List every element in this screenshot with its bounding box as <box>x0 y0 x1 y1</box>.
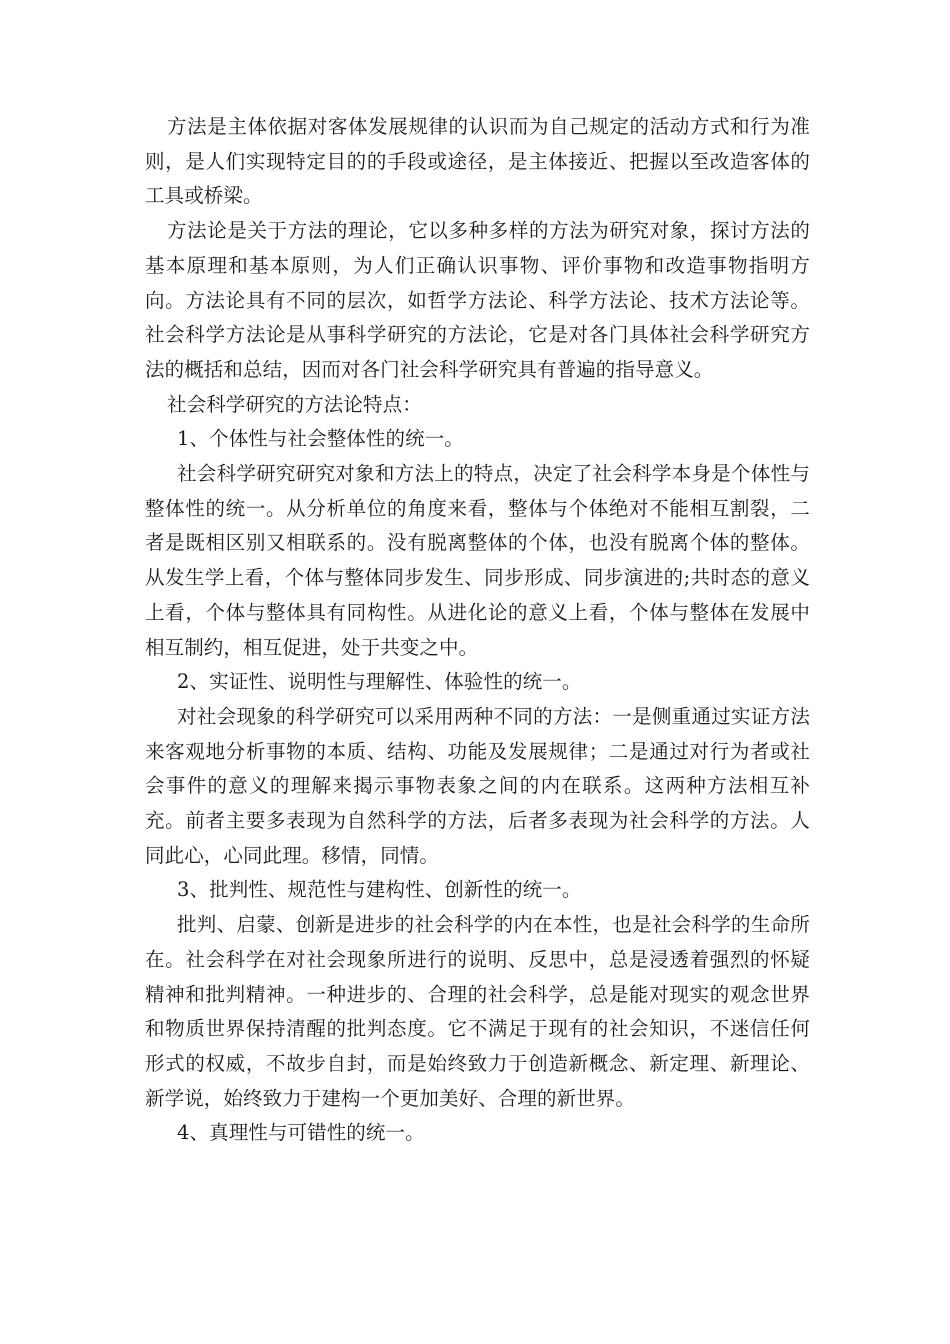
heading-feature-3: 3、批判性、规范性与建构性、创新性的统一。 <box>177 878 582 902</box>
heading-feature-2: 2、实证性、说明性与理解性、体验性的统一。 <box>177 670 582 694</box>
paragraph-feature-1: 社会科学研究研究对象和方法上的特点，决定了社会科学本身是个体性与整体性的统一。从分析单位的角度来看，整体与个体绝对不能相互割裂，二者是既相区别又相联系的。没有脱离整体的个体，也没有脱离个体的整体。从发生学上看，个体与整体同步发生、同步形成、同步演进的;共时态的意义上看，个体与整体具有同构性。从进化论的意义上看，个体与整体在发展中相互制约，相互促进，处于共变之中。 <box>145 462 810 659</box>
paragraph-feature-3: 批判、启蒙、创新是进步的社会科学的内在本性，也是社会科学的生命所在。社会科学在对社会现象所进行的说明、反思中，总是浸透着强烈的怀疑精神和批判精神。一种进步的、合理的社会科学，总是能对现实的观念世界和物质世界保持清醒的批判态度。它不满足于现有的社会知识，不迷信任何形式的权威，不故步自封，而是始终致力于创造新概念、新定理、新理论、新学说，始终致力于建构一个更加美好、合理的新世界。 <box>145 913 810 1110</box>
heading-feature-4: 4、真理性与可错性的统一。 <box>177 1121 425 1145</box>
heading-feature-1: 1、个体性与社会整体性的统一。 <box>177 427 464 451</box>
paragraph-features-heading: 社会科学研究的方法论特点： <box>167 392 422 416</box>
document-body <box>145 110 810 1151</box>
paragraph-feature-2: 对社会现象的科学研究可以采用两种不同的方法：一是侧重通过实证方法来客观地分析事物的本质、结构、功能及发展规律；二是通过对行为者或社会事件的意义的理解来揭示事物表象之间的内在联系。这两种方法相互补充。前者主要多表现为自然科学的方法，后者多表现为社会科学的方法。人同此心，心同此理。移情，同情。 <box>145 704 810 867</box>
paragraph-methodology-definition: 方法论是关于方法的理论，它以多种多样的方法为研究对象，探讨方法的基本原理和基本原则，为人们正确认识事物、评价事物和改造事物指明方向。方法论具有不同的层次，如哲学方法论、科学方法论、技术方法论等。社会科学方法论是从事科学研究的方法论，它是对各门具体社会科学研究方法的概括和总结，因而对各门社会科学研究具有普遍的指导意义。 <box>145 219 810 381</box>
paragraph-method-definition: 方法是主体依据对客体发展规律的认识而为自己规定的活动方式和行为准则，是人们实现特定目的的手段或途径，是主体接近、把握以至改造客体的工具或桥梁。 <box>145 115 810 208</box>
